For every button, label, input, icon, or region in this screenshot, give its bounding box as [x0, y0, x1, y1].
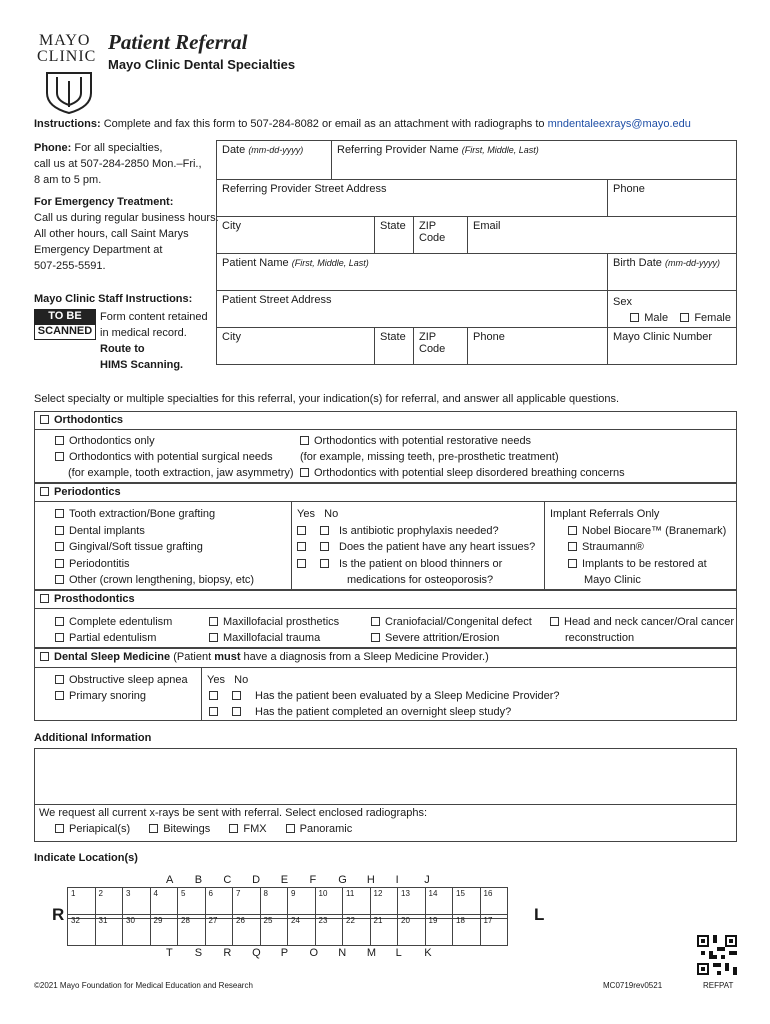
tooth-letter: N: [338, 947, 347, 959]
provider-city-field[interactable]: [216, 216, 375, 254]
ortho-surgical-checkbox[interactable]: [55, 452, 64, 461]
qr-code-icon: [697, 935, 737, 975]
implant-opt-2[interactable]: [550, 539, 726, 556]
prosthodontics-label: Prosthodontics: [54, 593, 135, 605]
prostho-opt-2-label: Partial edentulism: [69, 632, 157, 644]
xray-fmx[interactable]: [229, 823, 266, 835]
ortho-sleep-label: Orthodontics with potential sleep disordered breathing concerns: [314, 467, 625, 479]
perio-opt-4[interactable]: [55, 556, 254, 573]
tooth-cell[interactable]: 10: [315, 887, 344, 919]
provider-name-label: Referring Provider Name: [337, 144, 459, 156]
perio-q3-no[interactable]: [320, 559, 329, 568]
tooth-letter: C: [223, 874, 232, 886]
periodontics-options: [55, 506, 254, 589]
refpat-label: REFPAT: [703, 981, 734, 990]
xray-text: We request all current x-rays be sent with referral. Select enclosed radiographs:: [39, 807, 428, 819]
sleep-label: Dental Sleep Medicine: [54, 651, 171, 663]
copyright: ©2021 Mayo Foundation for Medical Education and Research: [34, 981, 253, 990]
patient-phone-label: Phone: [473, 331, 505, 343]
sleep-q2-no[interactable]: [232, 707, 241, 716]
sleep-q1-no[interactable]: [232, 691, 241, 700]
instructions-text: Complete and fax this form to 507-284-8082 or email as an attachment with radiographs to: [103, 118, 545, 130]
tooth-letter: I: [395, 874, 399, 886]
tooth-cell[interactable]: 17: [480, 914, 509, 946]
tooth-cell[interactable]: 12: [370, 887, 399, 919]
sleep-q2-label: Has the patient completed an overnight sleep study?: [255, 706, 512, 718]
prostho-opt-7[interactable]: [550, 614, 734, 630]
staff-lines: [100, 309, 208, 373]
patient-name-hint: (First, Middle, Last): [291, 258, 369, 268]
male-checkbox-box[interactable]: [630, 313, 639, 322]
tooth-cell[interactable]: 2: [95, 887, 124, 919]
tooth-cell[interactable]: 23: [315, 914, 344, 946]
tooth-cell[interactable]: 19: [425, 914, 454, 946]
ortho-opt-only[interactable]: [55, 433, 294, 449]
tooth-cell[interactable]: 30: [122, 914, 151, 946]
tooth-letter: O: [309, 947, 319, 959]
orthodontics-right: [300, 433, 639, 481]
prostho-opt-5[interactable]: [371, 614, 532, 630]
phone-line-1: For all specialties,: [74, 142, 163, 154]
sleep-no-header: No: [234, 674, 249, 686]
xray-fmx-label: FMX: [243, 823, 267, 835]
perio-q3-yes[interactable]: [297, 559, 306, 568]
top-letters: [0, 874, 770, 888]
staff-line-4: HIMS Scanning.: [100, 359, 184, 371]
tooth-letter: D: [252, 874, 261, 886]
perio-yes-header: Yes: [297, 508, 315, 520]
logo-line-2: CLINIC: [37, 48, 97, 65]
instructions-label: Instructions:: [34, 118, 101, 130]
ortho-opt-restorative[interactable]: [300, 433, 639, 449]
implant-referrals: [550, 506, 726, 589]
birth-date-label: Birth Date: [613, 257, 662, 269]
select-instructions: Select specialty or multiple specialties for this referral, your indication(s) for referral, and answer all applicable questions.: [34, 393, 620, 405]
form-code: MC0719rev0521: [603, 981, 663, 990]
ortho-only-label: Orthodontics only: [69, 435, 155, 447]
periodontics-header: [34, 483, 737, 502]
patient-name-field[interactable]: [216, 253, 608, 291]
tooth-letter: K: [424, 947, 432, 959]
prostho-opt-4-checkbox[interactable]: [209, 633, 218, 642]
patient-zip-field[interactable]: [413, 327, 468, 365]
patient-phone-field[interactable]: [467, 327, 608, 365]
provider-phone-label: Phone: [613, 183, 645, 195]
prostho-opt-7-label: Head and neck cancer/Oral cancer: [564, 616, 734, 628]
provider-street-field[interactable]: [216, 179, 608, 217]
provider-name-field[interactable]: [331, 140, 737, 180]
staff-instructions-label: Mayo Clinic Staff Instructions:: [34, 293, 193, 305]
sleep-header-post: have a diagnosis from a Sleep Medicine Provider.): [243, 651, 489, 663]
orthodontics-header: [34, 411, 737, 430]
sleep-opt-2[interactable]: [55, 688, 188, 704]
provider-state-field[interactable]: [374, 216, 414, 254]
prostho-opt-1-checkbox[interactable]: [55, 617, 64, 626]
perio-q2-no[interactable]: [320, 542, 329, 551]
emergency-line-2: All other hours, call Saint Marys: [34, 228, 189, 240]
implant-opt-1-checkbox[interactable]: [568, 526, 577, 535]
male-checkbox[interactable]: [630, 312, 668, 324]
tooth-letter: L: [395, 947, 402, 959]
perio-opt-5-checkbox[interactable]: [55, 575, 64, 584]
additional-info-label: Additional Information: [34, 732, 152, 744]
tooth-cell[interactable]: 7: [232, 887, 261, 919]
implant-label: Implant Referrals Only: [550, 508, 660, 520]
xray-panoramic-checkbox[interactable]: [286, 824, 295, 833]
instructions: [34, 118, 691, 130]
implant-opt-2-checkbox[interactable]: [568, 542, 577, 551]
implant-opt-3-checkbox[interactable]: [568, 559, 577, 568]
bottom-letters: [0, 947, 770, 961]
left-side-label: L: [534, 905, 545, 924]
perio-opt-1-label: Tooth extraction/Bone grafting: [69, 508, 216, 520]
emergency-line-1: Call us during regular business hours.: [34, 212, 219, 224]
tooth-cell[interactable]: 25: [260, 914, 289, 946]
xray-bitewings[interactable]: [149, 823, 210, 835]
prostho-opt-2-checkbox[interactable]: [55, 633, 64, 642]
email-link[interactable]: mndentaleexrays@mayo.edu: [547, 118, 691, 130]
sleep-opt-1-label: Obstructive sleep apnea: [69, 674, 188, 686]
implant-opt-3-sub: Mayo Clinic: [584, 574, 641, 586]
prostho-opt-1-label: Complete edentulism: [69, 616, 173, 628]
sleep-header-pre: (Patient: [173, 651, 212, 663]
prostho-opt-6[interactable]: [371, 630, 532, 646]
tooth-cell[interactable]: 9: [287, 887, 316, 919]
prostho-opt-6-label: Severe attrition/Erosion: [385, 632, 500, 644]
sleep-q2-yes[interactable]: [209, 707, 218, 716]
tooth-letter: P: [280, 947, 289, 959]
implant-opt-2-label: Straumann®: [582, 541, 644, 553]
prostho-opt-1[interactable]: [55, 614, 172, 630]
perio-opt-4-label: Periodontitis: [69, 557, 130, 570]
provider-zip-field[interactable]: [413, 216, 468, 254]
periodontics-label: Periodontics: [54, 486, 121, 498]
prostho-opt-4-label: Maxillofacial trauma: [223, 632, 321, 644]
xray-periapical-label: Periapical(s): [69, 823, 131, 835]
additional-info-field[interactable]: [34, 748, 737, 805]
ortho-restorative-sub: (for example, missing teeth, pre-prosthetic treatment): [300, 451, 559, 463]
female-label: Female: [694, 312, 731, 324]
right-side-label: R: [52, 905, 65, 924]
tooth-cell[interactable]: 26: [232, 914, 261, 946]
perio-opt-2-label: Dental implants: [69, 524, 145, 537]
xray-fmx-checkbox[interactable]: [229, 824, 238, 833]
xray-options: [55, 823, 352, 835]
patient-state-field[interactable]: [374, 327, 414, 365]
page-subtitle: Mayo Clinic Dental Specialties: [108, 57, 296, 72]
implant-opt-1[interactable]: [550, 523, 726, 540]
sex-label: Sex: [613, 296, 632, 308]
female-checkbox-box[interactable]: [680, 313, 689, 322]
tooth-cell[interactable]: 18: [452, 914, 481, 946]
perio-q1-yes[interactable]: [297, 526, 306, 535]
xray-panoramic-label: Panoramic: [299, 823, 353, 835]
tooth-cell[interactable]: 14: [425, 887, 454, 919]
emergency-line-4: 507-255-5591.: [34, 260, 106, 272]
perio-q2-yes[interactable]: [297, 542, 306, 551]
tooth-cell[interactable]: 31: [95, 914, 124, 946]
patient-state-label: State: [380, 331, 406, 343]
tooth-cell[interactable]: 29: [150, 914, 179, 946]
perio-opt-3[interactable]: [55, 539, 254, 556]
sleep-opt-2-label: Primary snoring: [69, 690, 147, 702]
perio-no-header: No: [324, 508, 339, 520]
tooth-letter: T: [166, 947, 173, 959]
tooth-cell[interactable]: 16: [480, 887, 509, 919]
phone-label: Phone:: [34, 142, 72, 154]
tooth-cell[interactable]: 15: [452, 887, 481, 919]
prostho-opt-3-label: Maxillofacial prosthetics: [223, 616, 340, 628]
patient-zip-label: ZIP Code: [419, 331, 446, 355]
perio-questions: [297, 506, 535, 589]
staff-line-2: in medical record.: [100, 327, 187, 339]
orthodontics-label: Orthodontics: [54, 414, 124, 426]
birth-date-hint: (mm-dd-yyyy): [664, 258, 720, 268]
tooth-cell[interactable]: 22: [342, 914, 371, 946]
perio-opt-3-checkbox[interactable]: [55, 542, 64, 551]
tooth-cell[interactable]: 8: [260, 887, 289, 919]
implant-opt-1-label: Nobel Biocare™ (Branemark): [582, 524, 727, 537]
perio-q3-sub: medications for osteoporosis?: [347, 574, 494, 586]
tooth-cell[interactable]: 21: [370, 914, 399, 946]
prostho-opt-5-label: Craniofacial/Congenital defect: [385, 616, 532, 628]
tooth-cell[interactable]: 1: [67, 887, 96, 919]
xray-periapical-checkbox[interactable]: [55, 824, 64, 833]
provider-phone-field[interactable]: [607, 179, 737, 217]
to-be-scanned-stamp: [34, 309, 96, 340]
perio-opt-1-checkbox[interactable]: [55, 509, 64, 518]
sidebar-phone: [34, 140, 219, 188]
stamp-top: TO BE: [34, 309, 96, 324]
provider-email-label: Email: [473, 220, 501, 232]
orthodontics-checkbox[interactable]: [40, 415, 49, 424]
lower-teeth-row: [68, 914, 508, 946]
sex-field: [607, 290, 737, 328]
periodontics-checkbox[interactable]: [40, 487, 49, 496]
shield-logo-icon: [43, 69, 95, 115]
tooth-letter: H: [366, 874, 375, 886]
prostho-opt-4[interactable]: [209, 630, 339, 646]
mayo-clinic-logo: [37, 33, 101, 113]
date-hint: (mm-dd-yyyy): [248, 145, 304, 155]
staff-line-3: Route to: [100, 343, 145, 355]
patient-street-label: Patient Street Address: [222, 294, 332, 306]
prostho-opt-5-checkbox[interactable]: [371, 617, 380, 626]
patient-city-field[interactable]: [216, 327, 375, 365]
sleep-yes-header: Yes: [207, 674, 225, 686]
phone-line-3: 8 am to 5 pm.: [34, 174, 102, 186]
perio-opt-4-checkbox[interactable]: [55, 559, 64, 568]
tooth-cell[interactable]: 5: [177, 887, 206, 919]
xray-panoramic[interactable]: [286, 823, 353, 835]
tooth-cell[interactable]: 6: [205, 887, 234, 919]
provider-name-hint: (First, Middle, Last): [461, 145, 539, 155]
provider-city-label: City: [222, 220, 241, 232]
logo-line-1: MAYO: [39, 32, 91, 49]
mayo-number-label: Mayo Clinic Number: [613, 331, 713, 343]
ortho-opt-sleep[interactable]: [300, 465, 625, 481]
sleep-opt-1-checkbox[interactable]: [55, 675, 64, 684]
prosthodontics-checkbox[interactable]: [40, 594, 49, 603]
tooth-letter: G: [338, 874, 347, 886]
tooth-letter: M: [366, 947, 377, 959]
xray-bitewings-checkbox[interactable]: [149, 824, 158, 833]
sleep-q1-yes[interactable]: [209, 691, 218, 700]
male-label: Male: [644, 312, 669, 324]
prostho-opt-3-checkbox[interactable]: [209, 617, 218, 626]
date-label: Date: [222, 144, 246, 156]
prostho-opt-2[interactable]: [55, 630, 172, 646]
prosthodontics-header: [34, 590, 737, 609]
perio-q3-label: Is the patient on blood thinners or: [339, 557, 503, 570]
provider-email-field[interactable]: [467, 216, 737, 254]
birth-date-field[interactable]: [607, 253, 737, 291]
xray-bitewings-label: Bitewings: [163, 823, 211, 835]
tooth-cell[interactable]: 11: [342, 887, 371, 919]
prostho-opt-6-checkbox[interactable]: [371, 633, 380, 642]
patient-street-field[interactable]: [216, 290, 608, 328]
tooth-cell[interactable]: 13: [397, 887, 426, 919]
perio-opt-2[interactable]: [55, 523, 254, 540]
sleep-opt-1[interactable]: [55, 672, 188, 688]
staff-line-1: Form content retained: [100, 311, 208, 323]
perio-q2-label: Does the patient have any heart issues?: [339, 541, 536, 553]
tooth-cell[interactable]: 32: [67, 914, 96, 946]
ortho-sleep-checkbox[interactable]: [300, 468, 309, 477]
tooth-cell[interactable]: 20: [397, 914, 426, 946]
implant-opt-3[interactable]: [550, 556, 726, 573]
tooth-letter: S: [194, 947, 203, 959]
ortho-only-checkbox[interactable]: [55, 436, 64, 445]
tooth-letter: F: [309, 874, 317, 886]
tooth-cell[interactable]: 28: [177, 914, 206, 946]
tooth-letter: E: [280, 874, 289, 886]
tooth-letter: R: [223, 947, 232, 959]
female-checkbox[interactable]: [680, 312, 731, 324]
sleep-opt-2-checkbox[interactable]: [55, 691, 64, 700]
perio-opt-3-label: Gingival/Soft tissue grafting: [69, 541, 203, 553]
patient-city-label: City: [222, 331, 241, 343]
perio-q1-no[interactable]: [320, 526, 329, 535]
mayo-number-field[interactable]: [607, 327, 737, 365]
prostho-opt-3[interactable]: [209, 614, 339, 630]
tooth-letter: A: [166, 874, 174, 886]
provider-zip-label: ZIP Code: [419, 220, 446, 244]
ortho-surgical-sub: (for example, tooth extraction, jaw asymmetry): [68, 467, 294, 479]
emergency-label: For Emergency Treatment:: [34, 196, 174, 208]
tooth-cell[interactable]: 27: [205, 914, 234, 946]
date-field[interactable]: [216, 140, 332, 180]
prostho-opt-7-checkbox[interactable]: [550, 617, 559, 626]
ortho-restorative-label: Orthodontics with potential restorative needs: [314, 435, 532, 447]
page-title: Patient Referral: [108, 30, 248, 54]
stamp-bottom: SCANNED: [34, 324, 96, 340]
sidebar-emergency: [34, 194, 219, 274]
sleep-header: [34, 648, 737, 668]
sleep-checkbox[interactable]: [40, 652, 49, 661]
perio-opt-1[interactable]: [55, 506, 254, 523]
perio-opt-5-label: Other (crown lengthening, biopsy, etc): [69, 574, 255, 586]
provider-street-label: Referring Provider Street Address: [222, 183, 387, 195]
tooth-cell[interactable]: 3: [122, 887, 151, 919]
implant-opt-3-label: Implants to be restored at: [582, 557, 707, 570]
tooth-letter: B: [194, 874, 203, 886]
ortho-surgical-label: Orthodontics with potential surgical needs: [69, 451, 273, 463]
emergency-line-3: Emergency Department at: [34, 244, 163, 256]
perio-opt-5[interactable]: [55, 572, 254, 589]
xray-periapical[interactable]: [55, 823, 130, 835]
tooth-letter: J: [424, 874, 430, 886]
ortho-opt-surgical[interactable]: [55, 449, 294, 465]
orthodontics-left: [55, 433, 294, 481]
sleep-header-must: must: [214, 651, 241, 663]
perio-q1-label: Is antibiotic prophylaxis needed?: [339, 524, 499, 537]
tooth-letter: Q: [252, 947, 261, 959]
prostho-opt-7-sub: reconstruction: [565, 632, 635, 644]
location-label: Indicate Location(s): [34, 852, 138, 864]
tooth-cell[interactable]: 4: [150, 887, 179, 919]
provider-state-label: State: [380, 220, 406, 232]
tooth-cell[interactable]: 24: [287, 914, 316, 946]
ortho-restorative-checkbox[interactable]: [300, 436, 309, 445]
phone-line-2: call us at 507-284-2850 Mon.–Fri.,: [34, 158, 202, 170]
patient-name-label: Patient Name: [222, 257, 289, 269]
perio-opt-2-checkbox[interactable]: [55, 526, 64, 535]
sleep-q1-label: Has the patient been evaluated by a Sleep Medicine Provider?: [255, 690, 560, 702]
